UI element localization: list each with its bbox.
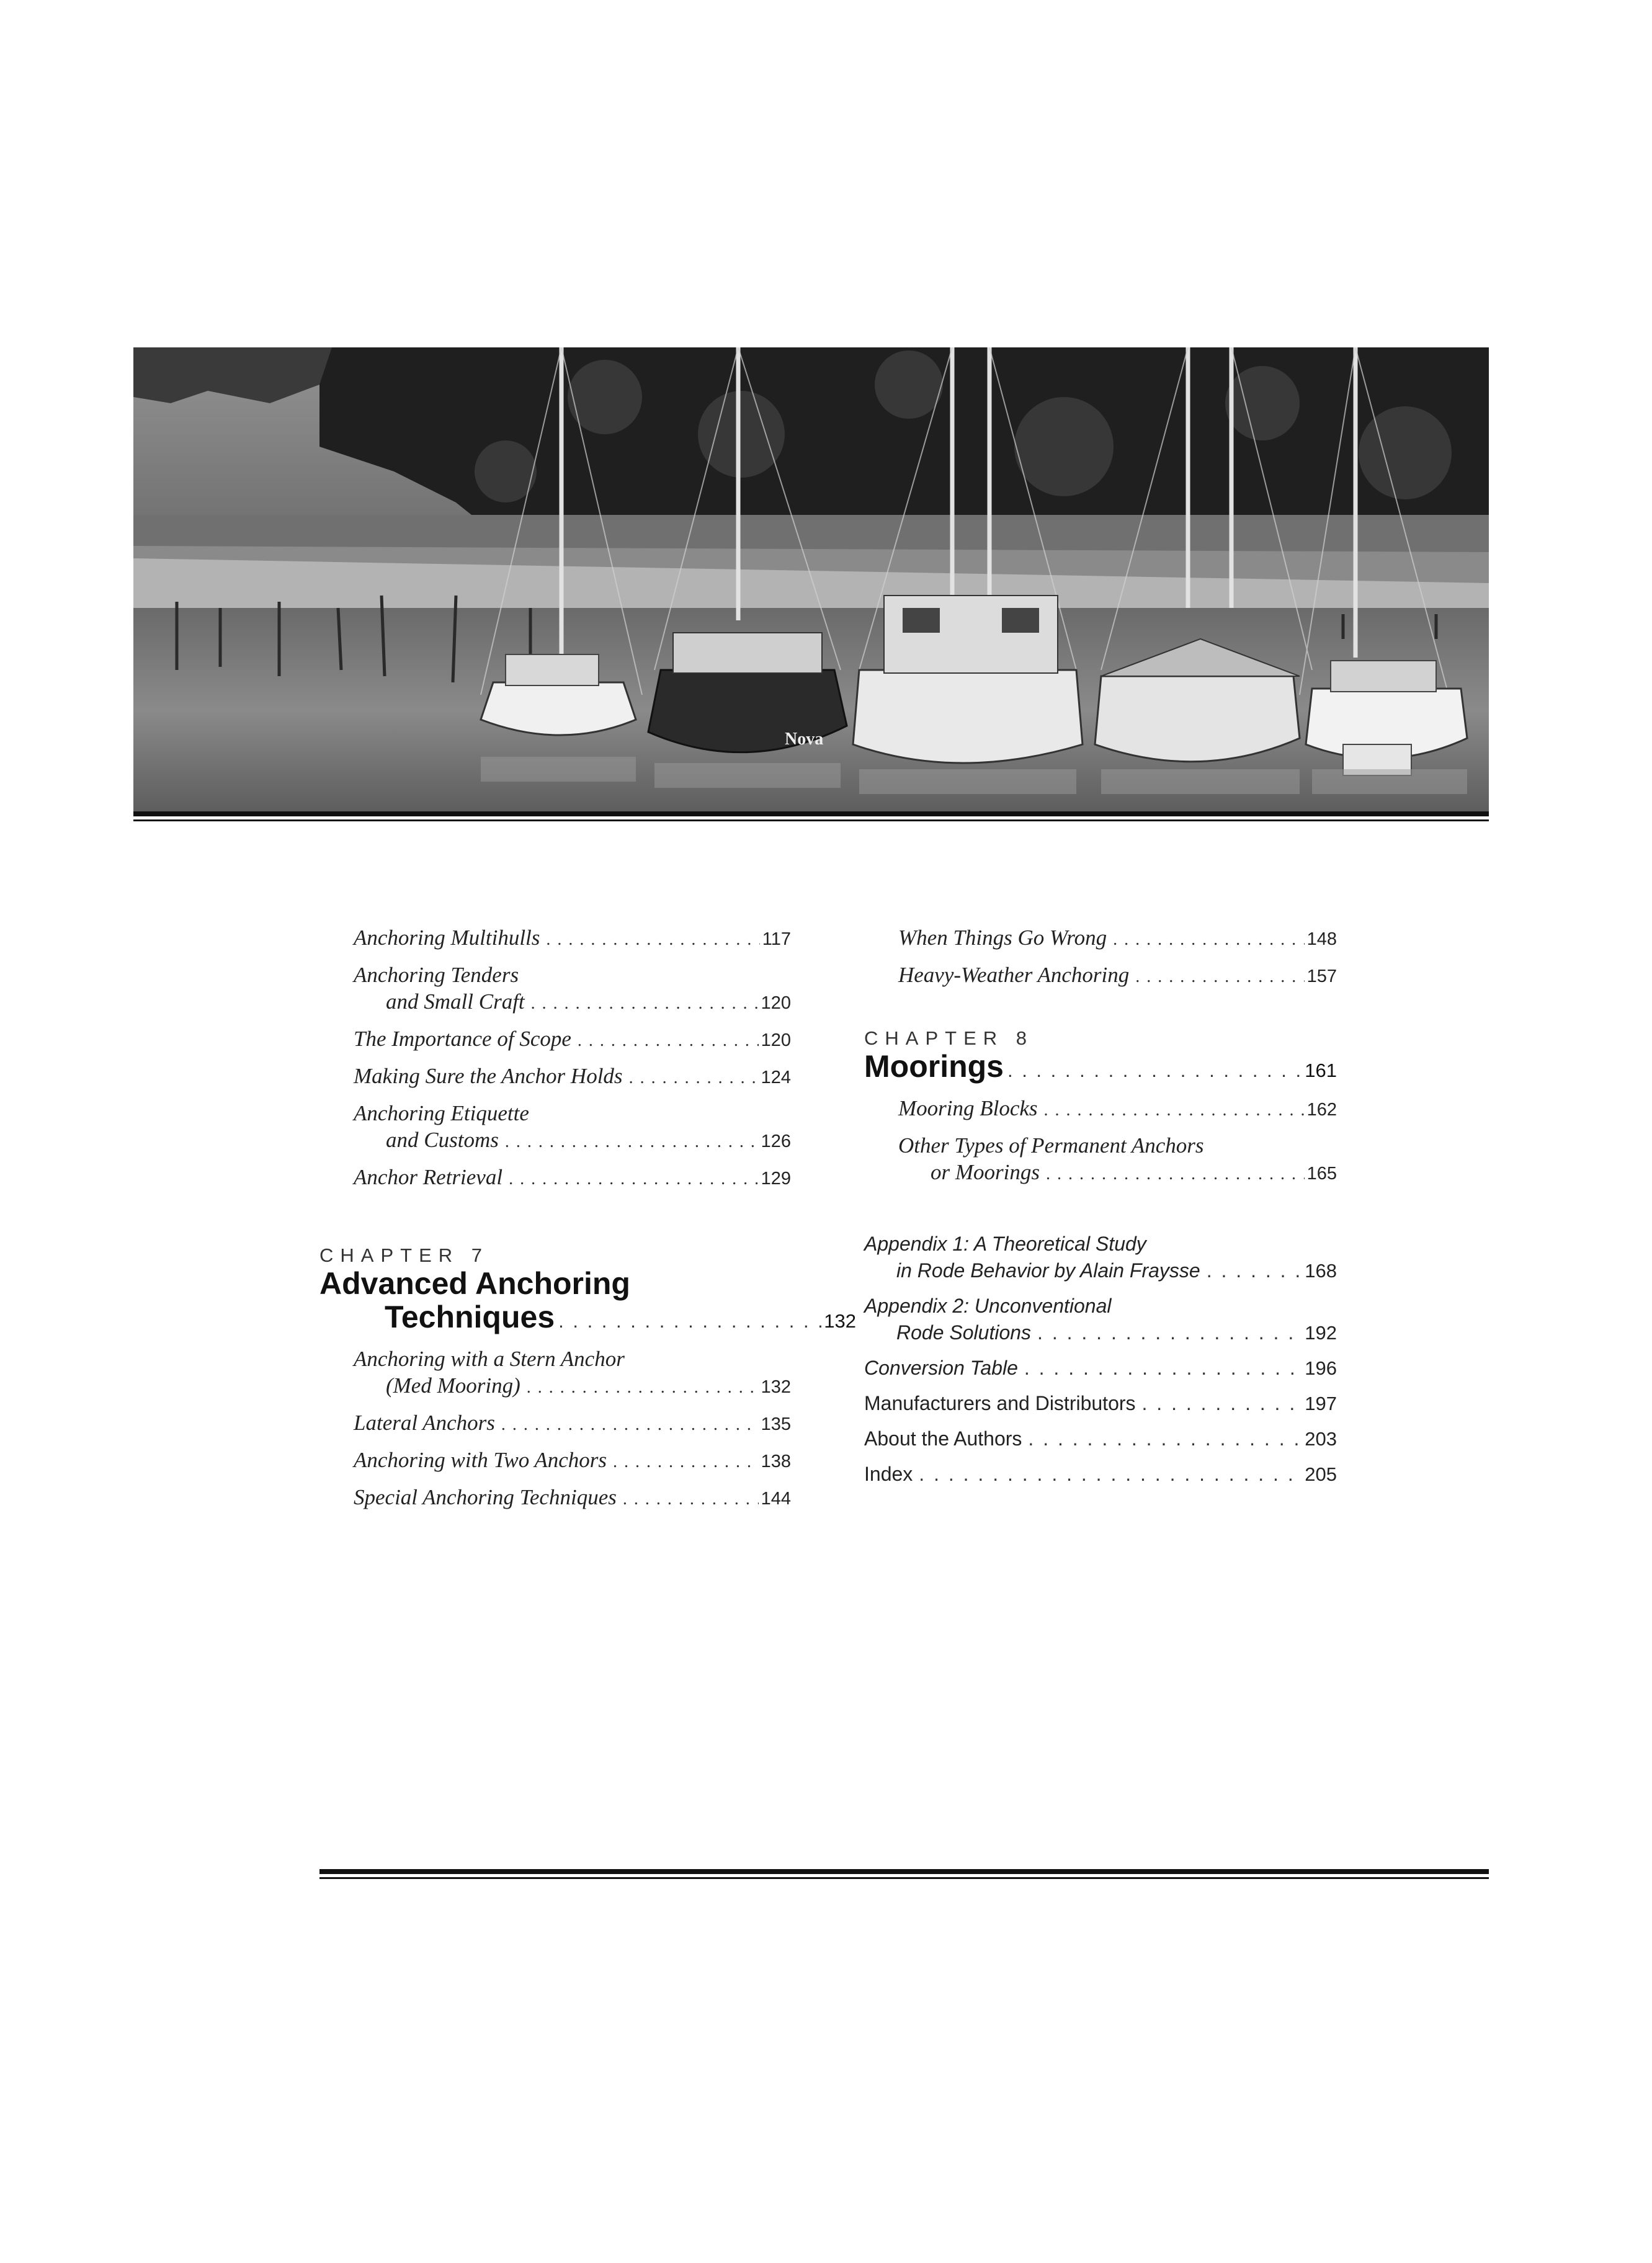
toc-entry-page: 138: [761, 1452, 791, 1471]
chapter-title-line1: Moorings: [864, 1049, 1004, 1084]
toc-entry-title-cont: Rode Solutions: [896, 1321, 1032, 1344]
toc-entry-title: The Importance of Scope: [354, 1027, 571, 1051]
svg-text:Nova: Nova: [785, 730, 824, 749]
toc-entry-page: 197: [1305, 1393, 1337, 1414]
toc-entry[interactable]: [319, 1447, 791, 1475]
toc-entry[interactable]: [319, 1346, 791, 1401]
bottom-rule-thin: [319, 1877, 1489, 1879]
dot-leader: [578, 1027, 759, 1054]
back-matter: [864, 1231, 1337, 1488]
dot-leader: [1135, 963, 1304, 990]
toc-entry-title: Anchoring Multihulls: [354, 926, 540, 950]
dot-leader: [1046, 1161, 1305, 1187]
toc-entry-title-cont: and Small Craft: [386, 989, 525, 1014]
dot-leader: [509, 1166, 759, 1192]
toc-entry-title: Manufacturers and Distributors: [864, 1392, 1136, 1414]
toc-entry[interactable]: [864, 1132, 1337, 1187]
toc-entry-page: 203: [1305, 1428, 1337, 1450]
toc-entry-page: 117: [762, 929, 791, 949]
toc-entry[interactable]: [864, 924, 1337, 953]
toc-entry-title: Appendix 2: Unconventional: [864, 1295, 1112, 1317]
toc-entry-page: 192: [1305, 1322, 1337, 1344]
dot-leader: [1142, 1390, 1303, 1417]
chapter-title-line1: Advanced Anchoring: [319, 1266, 630, 1301]
toc-entry[interactable]: [864, 1355, 1337, 1381]
toc-entry-page: 162: [1306, 1100, 1337, 1120]
toc-entry-page: 129: [761, 1169, 791, 1189]
sailboats-at-anchor-photo: [133, 347, 1489, 813]
toc-entry[interactable]: [864, 1095, 1337, 1123]
toc-entry[interactable]: [319, 1164, 791, 1192]
toc-entry-page: 144: [761, 1489, 791, 1509]
toc-entry-title-cont: and Customs: [386, 1128, 499, 1152]
dot-leader: [531, 990, 759, 1017]
dot-leader: [1037, 1319, 1302, 1346]
toc-entry-title-cont: (Med Mooring): [386, 1373, 520, 1398]
dot-leader: [527, 1374, 759, 1401]
chapter-7-block: [319, 1244, 856, 1338]
toc-entry[interactable]: [864, 1461, 1337, 1488]
dot-leader: [1044, 1097, 1305, 1123]
toc-entry-title: Anchoring with a Stern Anchor: [354, 1347, 625, 1371]
dot-leader: [558, 1305, 821, 1338]
toc-entry-page: 168: [1305, 1260, 1337, 1282]
toc-entry-title: Other Types of Permanent Anchors: [898, 1133, 1204, 1158]
toc-entry-title: Special Anchoring Techniques: [354, 1485, 617, 1509]
toc-entry-title: Heavy-Weather Anchoring: [898, 963, 1130, 987]
toc-entry-title: Anchoring Etiquette: [354, 1101, 529, 1125]
toc-right-column: [864, 924, 1337, 1488]
dot-leader: [629, 1065, 759, 1091]
toc-entry-title-cont: in Rode Behavior by Alain Fraysse: [896, 1259, 1200, 1282]
toc-entry-title: When Things Go Wrong: [898, 926, 1107, 950]
chapter-page: 161: [1305, 1060, 1337, 1081]
toc-entry-title: Conversion Table: [864, 1357, 1018, 1379]
toc-entry[interactable]: [319, 924, 791, 953]
toc-entry-page: 135: [761, 1414, 791, 1434]
toc-entry[interactable]: [319, 1063, 791, 1091]
toc-entry[interactable]: [864, 1426, 1337, 1452]
toc-entry[interactable]: [319, 1409, 791, 1438]
chapter-page: 132: [824, 1310, 856, 1332]
toc-entry[interactable]: [319, 962, 791, 1017]
toc-entry[interactable]: [319, 1484, 791, 1512]
toc-entry[interactable]: [319, 1100, 791, 1155]
toc-entry[interactable]: [864, 962, 1337, 990]
toc-entry-page: 157: [1306, 966, 1337, 986]
dot-leader: [1024, 1355, 1302, 1381]
toc-entry-title: About the Authors: [864, 1427, 1022, 1450]
chapter-title[interactable]: [864, 1050, 1337, 1087]
toc-entry-page: 148: [1306, 929, 1337, 949]
toc-entry-title: Anchor Retrieval: [354, 1165, 503, 1189]
toc-left-column: [319, 924, 856, 1512]
chapter-title-line2: Techniques: [385, 1300, 555, 1334]
toc-entry-page: 132: [761, 1377, 791, 1397]
toc-entry-title: Index: [864, 1463, 913, 1485]
dot-leader: [505, 1128, 759, 1155]
toc-entry-page: 120: [761, 993, 791, 1013]
chapter-title[interactable]: [319, 1266, 856, 1338]
chapter-8-block: [864, 1027, 1337, 1087]
toc-entry-title: Making Sure the Anchor Holds: [354, 1064, 623, 1088]
dot-leader: [919, 1461, 1302, 1488]
chapter-label: CHAPTER 7: [319, 1244, 489, 1266]
bottom-rule-thick: [319, 1869, 1489, 1874]
dot-leader: [1207, 1257, 1303, 1284]
top-rule-thick: [133, 811, 1489, 816]
chapter-label: CHAPTER 8: [864, 1027, 1034, 1049]
toc-entry-page: 165: [1306, 1164, 1337, 1184]
toc-entry[interactable]: [319, 1025, 791, 1054]
toc-entry-title: Mooring Blocks: [898, 1096, 1038, 1120]
toc-entry-page: 196: [1305, 1357, 1337, 1379]
toc-entry-page: 126: [761, 1132, 791, 1151]
toc-entry[interactable]: [864, 1231, 1337, 1284]
dot-leader: [1028, 1426, 1302, 1452]
toc-entry[interactable]: [864, 1390, 1337, 1417]
dot-leader: [613, 1448, 759, 1475]
toc-entry-title-cont: or Moorings: [931, 1160, 1040, 1184]
dot-leader: [623, 1486, 759, 1512]
toc-entry-page: 205: [1305, 1463, 1337, 1485]
toc-entry-title: Anchoring Tenders: [354, 963, 519, 987]
toc-entry-title: Anchoring with Two Anchors: [354, 1448, 607, 1472]
photo-illustration: [133, 347, 1489, 813]
toc-entry-title: Lateral Anchors: [354, 1411, 495, 1435]
toc-entry-page: 124: [761, 1068, 791, 1087]
dot-leader: [1007, 1054, 1302, 1087]
dot-leader: [1113, 926, 1305, 953]
dot-leader: [501, 1411, 759, 1438]
toc-entry-title: Appendix 1: A Theoretical Study: [864, 1233, 1146, 1255]
top-rule-thin: [133, 819, 1489, 821]
dot-leader: [546, 926, 759, 953]
toc-entry-page: 120: [761, 1030, 791, 1050]
toc-entry[interactable]: [864, 1293, 1337, 1346]
